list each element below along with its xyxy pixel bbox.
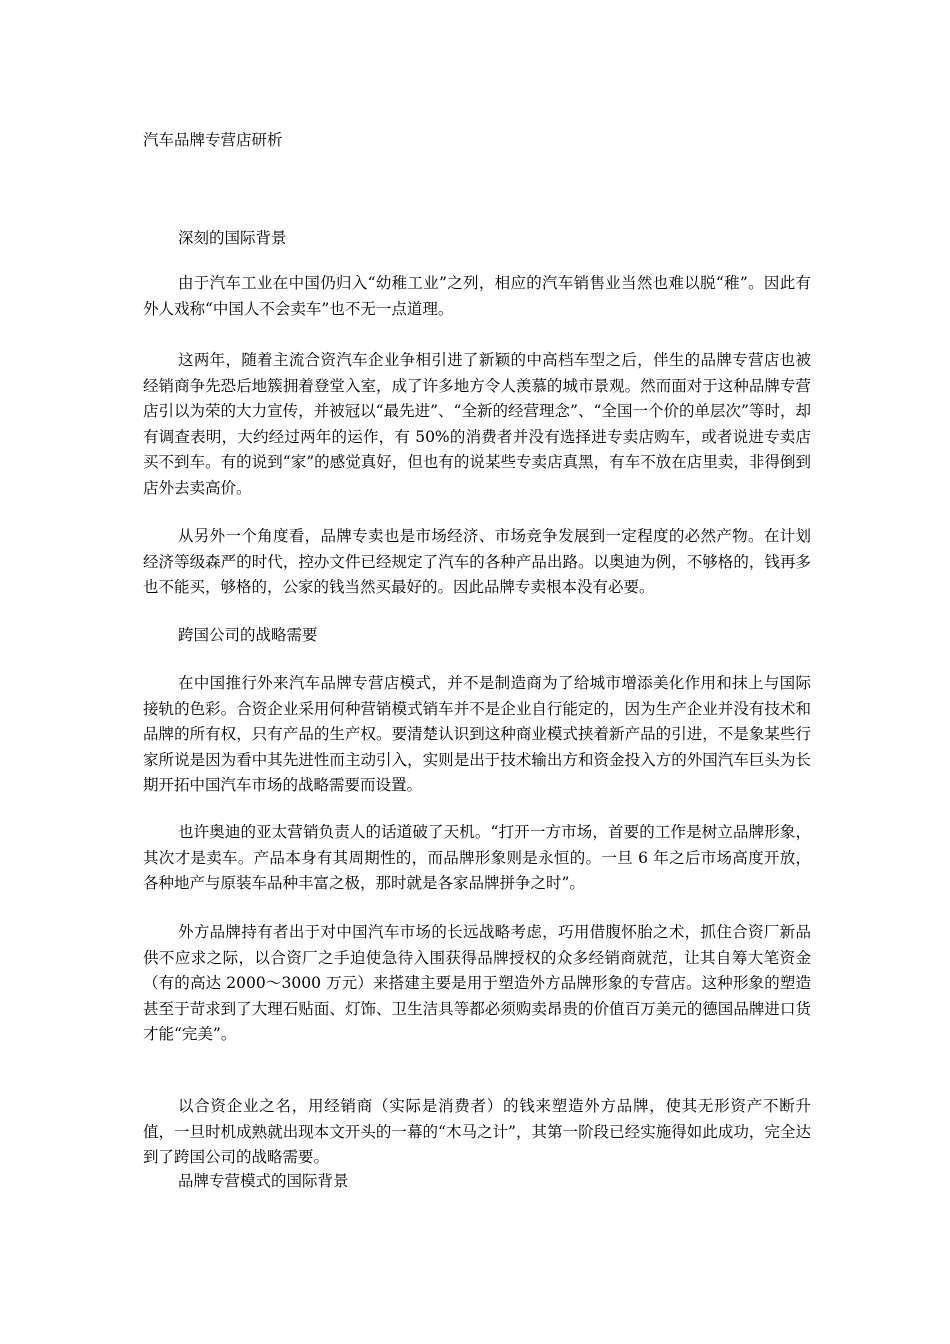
document-title: 汽车品牌专营店研析 bbox=[143, 131, 283, 149]
paragraph: 在中国推行外来汽车品牌专营店模式，并不是制造商为了给城市增添美化作用和抹上与国际接轨的色彩。合资企业采用何种营销模式销车并不是企业自行能定的，因为生产企业并没有技术和品牌的所有权，只有产品的生产权。要清楚认识到这种商业模式挟着新产品的引进，不是象某些行家所说是因为看中其先进性而主动引入，实则是出于技术输出方和资金投入方的外国汽车巨头为长期开拓中国汽车市场的战略需要而设置。 bbox=[143, 674, 811, 794]
section-heading-brand-model-background: 品牌专营模式的国际背景 bbox=[178, 1172, 349, 1190]
paragraph: 从另外一个角度看，品牌专卖也是市场经济、市场竞争发展到一定程度的必然产物。在计划经济等级森严的时代，控办文件已经规定了汽车的各种产品出路。以奥迪为例，不够格的，钱再多也不能买，够格的，公家的钱当然买最好的。因此品牌专卖根本没有必要。 bbox=[143, 527, 811, 596]
paragraph: 外方品牌持有者出于对中国汽车市场的长远战略考虑，巧用借腹怀胎之术，抓住合资厂新品供不应求之际，以合资厂之手迫使急待入围获得品牌授权的众多经销商就范，让其自筹大笔资金（有的高达 2000～3000 万元）来搭建主要是用于塑造外方品牌形象的专营店。这种形象的塑造甚至于苛求到了大理石贴面、灯饰、卫生洁具等都必须购卖昂贵的价值百万美元的德国品牌进口货才能“完美”。 bbox=[143, 923, 811, 1043]
paragraph: 以合资企业之名，用经销商（实际是消费者）的钱来塑造外方品牌，使其无形资产不断升值，一旦时机成熟就出现本文开头的一幕的“木马之计”，其第一阶段已经实施得如此成功，完全达到了跨国公司的战略需要。 bbox=[143, 1097, 811, 1166]
section-heading-strategic-needs: 跨国公司的战略需要 bbox=[178, 626, 318, 644]
section-heading-international-background: 深刻的国际背景 bbox=[178, 229, 287, 247]
paragraph: 由于汽车工业在中国仍归入“幼稚工业”之列，相应的汽车销售业当然也难以脱“稚”。因此有外人戏称“中国人不会卖车”也不无一点道理。 bbox=[143, 274, 811, 318]
paragraph: 这两年，随着主流合资汽车企业争相引进了新颖的中高档车型之后，伴生的品牌专营店也被经销商争先恐后地簇拥着登堂入室，成了许多地方令人羡慕的城市景观。然而面对于这种品牌专营店引以为荣的大力宣传，并被冠以“最先进”、“全新的经营理念”、“全国一个价的单层次”等时，却有调查表明，大约经过两年的运作，有 50%的消费者并没有选择进专卖店购车，或者说进专卖店买不到车。有的说到“家”的感觉真好，但也有的说某些专卖店真黑，有车不放在店里卖，非得倒到店外去卖高价。 bbox=[143, 351, 811, 497]
paragraph: 也许奥迪的亚太营销负责人的话道破了天机。“打开一方市场，首要的工作是树立品牌形象，其次才是卖车。产品本身有其周期性的，而品牌形象则是永恒的。一旦 6 年之后市场高度开放，各种地产与原装车品种丰富之极，那时就是各家品牌拼争之时”。 bbox=[143, 823, 811, 892]
